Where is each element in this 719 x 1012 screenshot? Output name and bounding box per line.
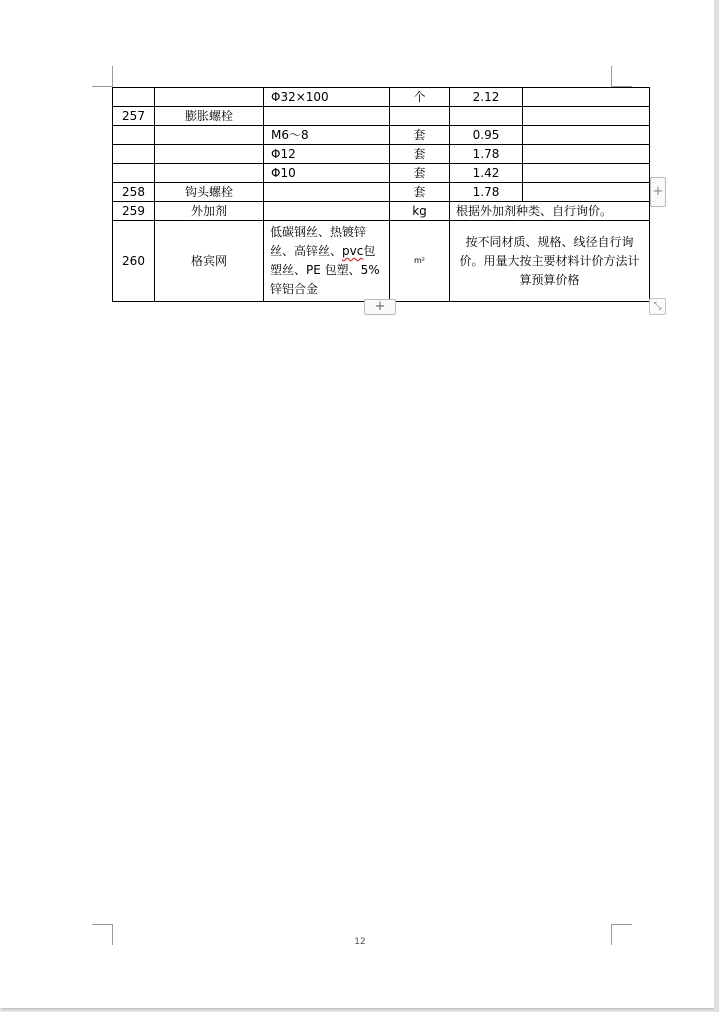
cell-no[interactable] [113, 145, 155, 164]
cell-spec[interactable] [264, 107, 390, 126]
cell-unit[interactable]: 套 [390, 164, 450, 183]
cell-name[interactable]: 膨胀螺栓 [155, 107, 264, 126]
cell-spec[interactable] [264, 202, 390, 221]
scrollbar-track[interactable] [714, 0, 719, 1012]
table-row [113, 183, 650, 202]
cell-price[interactable]: 0.95 [450, 126, 523, 145]
cell-note[interactable] [523, 126, 650, 145]
add-column-button[interactable]: + [650, 177, 666, 207]
cell-spec[interactable]: Φ12 [264, 145, 390, 164]
spec-text-part: 包塑丝、PE 包塑、5%锌铝合金 [270, 244, 380, 296]
cell-spec[interactable] [264, 183, 390, 202]
cell-spec[interactable]: Φ10 [264, 164, 390, 183]
cell-unit[interactable]: 套 [390, 126, 450, 145]
table-row [113, 164, 650, 183]
table-resize-icon[interactable]: ⤡ [649, 298, 666, 315]
table-row [113, 88, 650, 107]
cell-price[interactable]: 1.78 [450, 145, 523, 164]
cell-no[interactable]: 260 [113, 221, 155, 302]
add-row-button[interactable]: + [364, 299, 396, 315]
spec-text-part: 低碳钢丝、热镀锌丝、高锌丝、 [270, 225, 367, 258]
cell-spec[interactable]: Φ32×100 [264, 88, 390, 107]
cell-unit[interactable]: m² [390, 221, 450, 302]
spellcheck-word[interactable]: pvc [342, 244, 364, 258]
cell-name[interactable] [155, 164, 264, 183]
margin-corner-bottom-left [92, 924, 113, 945]
cell-no[interactable] [113, 126, 155, 145]
cell-merged-note[interactable]: 根据外加剂种类、自行询价。 [450, 202, 650, 221]
cell-name[interactable] [155, 145, 264, 164]
price-table [112, 87, 650, 302]
cell-note[interactable] [523, 145, 650, 164]
cell-price[interactable]: 1.78 [450, 183, 523, 202]
cell-unit[interactable] [390, 107, 450, 126]
page-number: 12 [354, 937, 366, 947]
cell-unit[interactable]: 套 [390, 183, 450, 202]
table-row [113, 126, 650, 145]
cell-name[interactable]: 格宾网 [155, 221, 264, 302]
cell-no[interactable] [113, 164, 155, 183]
cell-note[interactable] [523, 88, 650, 107]
cell-no[interactable]: 257 [113, 107, 155, 126]
cell-name[interactable]: 外加剂 [155, 202, 264, 221]
cell-price[interactable] [450, 107, 523, 126]
cell-no[interactable]: 258 [113, 183, 155, 202]
margin-corner-bottom-right [611, 924, 632, 945]
cell-unit[interactable]: 套 [390, 145, 450, 164]
table-row [113, 145, 650, 164]
cell-name[interactable]: 钩头螺栓 [155, 183, 264, 202]
cell-merged-note[interactable]: 按不同材质、规格、线径自行询价。用量大按主要材料计价方法计算预算价格 [450, 221, 650, 302]
cell-name[interactable] [155, 126, 264, 145]
margin-corner-top-left [92, 66, 113, 87]
cell-spec[interactable]: M6～8 [264, 126, 390, 145]
cell-no[interactable]: 259 [113, 202, 155, 221]
table-row [113, 202, 650, 221]
cell-note[interactable] [523, 107, 650, 126]
margin-corner-top-right [611, 66, 632, 87]
cell-unit[interactable]: kg [390, 202, 450, 221]
table-row [113, 221, 650, 302]
cell-no[interactable] [113, 88, 155, 107]
cell-note[interactable] [523, 164, 650, 183]
cell-spec[interactable] [264, 221, 390, 302]
cell-price[interactable]: 2.12 [450, 88, 523, 107]
cell-note[interactable] [523, 183, 650, 202]
cell-price[interactable]: 1.42 [450, 164, 523, 183]
table-row [113, 107, 650, 126]
cell-name[interactable] [155, 88, 264, 107]
cell-unit[interactable]: 个 [390, 88, 450, 107]
